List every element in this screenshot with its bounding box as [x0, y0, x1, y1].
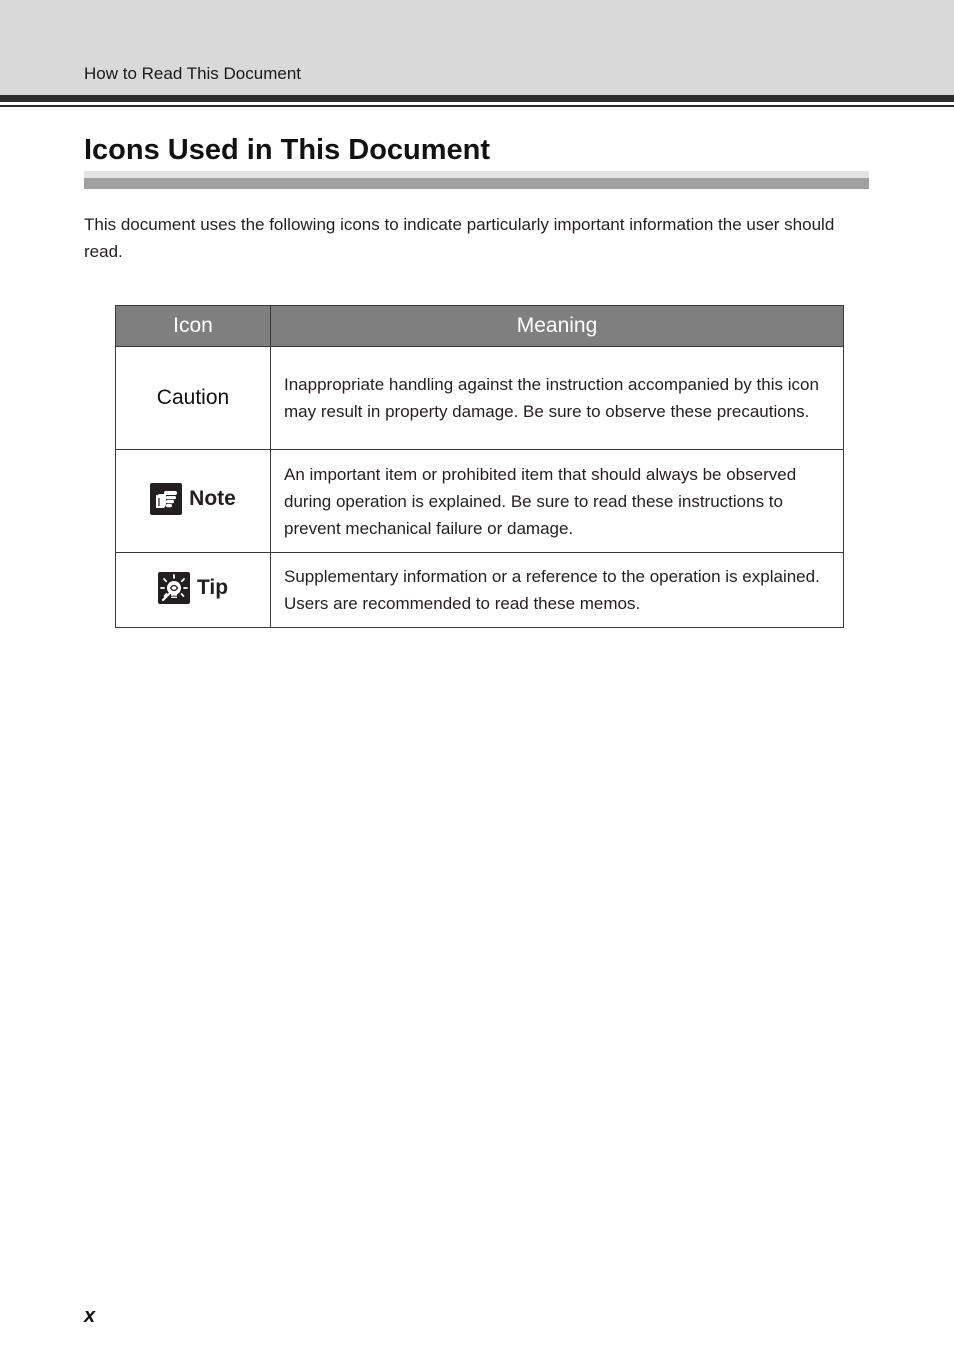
- table-header-row: [116, 306, 844, 347]
- running-head: How to Read This Document: [84, 64, 302, 83]
- lightbulb-icon: [158, 572, 190, 604]
- tip-meaning: Supplementary information or a reference to the operation is explained. Users are recommended to read these memos.: [271, 553, 844, 628]
- caution-meaning: Inappropriate handling against the instruction accompanied by this icon may result in property damage. Be sure to observe these precautions.: [271, 347, 844, 450]
- note-meaning: An important item or prohibited item that should always be observed during operation is explained. Be sure to read these instructions to prevent mechanical failure or damage.: [271, 450, 844, 553]
- intro-paragraph: This document uses the following icons to indicate particularly important information the user should read.: [84, 215, 835, 261]
- header-rule-thick: [0, 95, 954, 102]
- caution-label: Caution: [156, 386, 230, 409]
- page-number: x: [84, 1305, 96, 1327]
- section-title: Icons Used in This Document: [84, 134, 491, 166]
- note-icon-cell: [116, 450, 271, 553]
- tip-icon-cell: [116, 553, 271, 628]
- caution-icon-cell: [116, 347, 271, 450]
- table-row: [116, 553, 844, 628]
- header-meaning: Meaning: [271, 306, 844, 347]
- pointing-hand-icon: [150, 483, 182, 515]
- note-label: Note: [189, 486, 236, 510]
- table-row: [116, 450, 844, 553]
- title-underline-dark: [84, 178, 869, 189]
- title-underline-light: [84, 171, 869, 178]
- tip-label: Tip: [196, 575, 229, 599]
- header-rule-thin: [0, 105, 954, 107]
- header-icon: Icon: [116, 306, 271, 347]
- table-row: [116, 347, 844, 450]
- icons-table: [115, 305, 844, 628]
